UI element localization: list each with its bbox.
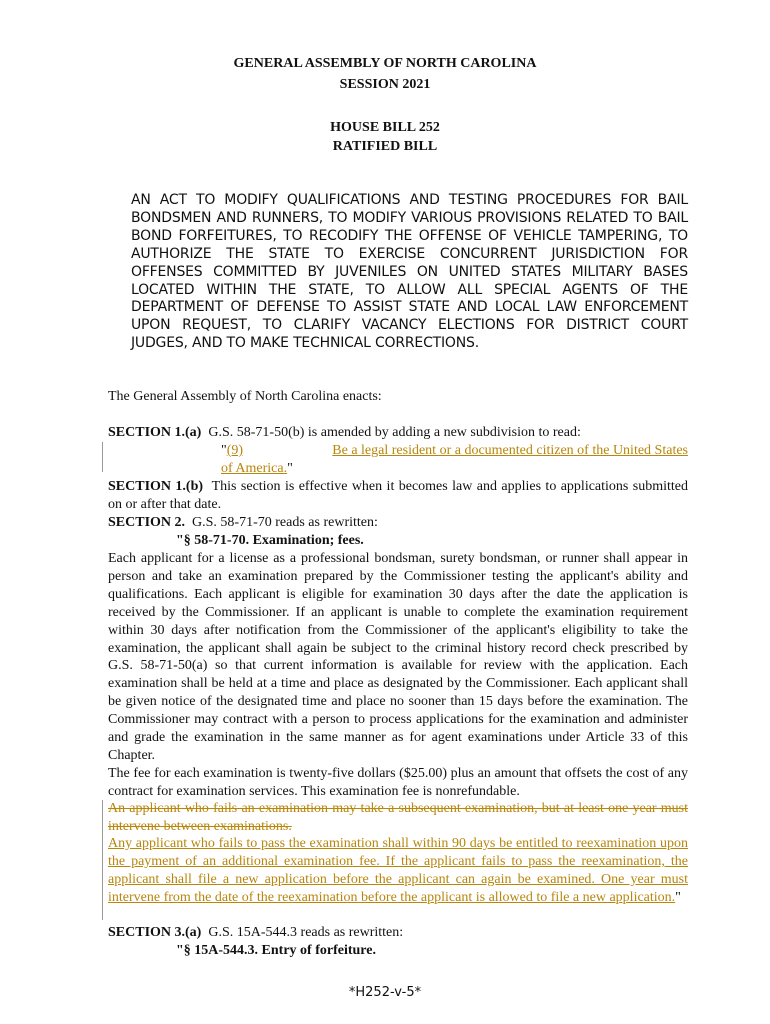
change-bar [102,442,103,472]
section-2-paragraph-2: The fee for each examination is twenty-five dollars ($25.00) plus an amount that offsets the cost of any contract for examination services. This examination fee is nonrefundable. [108,766,688,799]
section-1a [108,424,581,442]
section-2-paragraph-1: Each applicant for a license as a professional bondsman, surety bondsman, or runner shall appear in person and take an examination prepared by the Commissioner testing the applicant's ability and qualifications. Each applicant is eligible for examination 30 days after the date the application is received by the Commissioner. If an applicant is unable to complete the examination requirement within 30 days after notification from the Commissioner of the applicant's eligibility to take the examination, the applicant shall again be subject to the criminal history record check prescribed by G.S. 58-71-50(a) so that current information is available for review with the application. Each examination shall be held at a time and place as designated by the Commissioner. Each applicant shall be given notice of the designated time and place no sooner than 15 days before the examination. The Commissioner may contract with a person to process applications for the examination and administer and grade the examination in the same manner as for agent examinations under Article 33 of this Chapter. [108,551,688,763]
inserted-paragraph: Any applicant who fails to pass the examination shall within 90 days be entitled to reexamination upon the payment of an additional examination fee. If the applicant fails to pass the reexamination, the applicant shall file a new application before the applicant can again be examined. One year must intervene from the date of the reexamination before the applicant is allowed to file a new application." [108,836,688,905]
section-15a-544-3-heading: "§ 15A-544.3. Entry of forfeiture. [176,943,376,958]
session-title: SESSION 2021 [339,77,431,92]
bill-status: RATIFIED BILL [332,139,438,154]
section-1a-label: SECTION 1.(a) [108,425,202,440]
subdivision-9-line1: "(9) Be a legal resident or a documented citizen of the United States [221,443,688,458]
section-1b [108,478,688,514]
subdivision-9-line2: of America." [221,461,293,476]
bill-number: HOUSE BILL 252 [330,120,440,135]
change-bar [102,800,103,920]
subdivision-inserted-text-end: of America. [221,461,288,476]
assembly-title: GENERAL ASSEMBLY OF NORTH CAROLINA [233,56,537,71]
deleted-text: An applicant who fails an examination may take a subsequent examination, but at least one year must intervene between examinations. [108,801,688,834]
section-2-label: SECTION 2. [108,515,186,530]
subdivision-number: (9) [226,443,244,458]
section-3a-text: G.S. 15A-544.3 reads as rewritten: [208,925,404,940]
section-58-71-70-heading: "§ 58-71-70. Examination; fees. [176,533,364,548]
act-title: AN ACT TO MODIFY QUALIFICATIONS AND TESTING PROCEDURES FOR BAIL BONDSMEN AND RUNNERS, TO MODIFY VARIOUS PROVISIONS RELATED TO BAIL BOND FORFEITURES, TO RECODIFY THE OFFENSE OF VEHICLE TAMPERING, TO AUTHORIZE THE STATE TO EXERCISE CONCURRENT JURISDICTION FOR OFFENSES COMMITTED BY JUVENILES ON UNITED STATES MILITARY BASES LOCATED WITHIN THE STATE, TO ALLOW ALL SPECIAL AGENTS OF THE DEPARTMENT OF DEFENSE TO ASSIST STATE AND LOCAL LAW ENFORCEMENT UPON REQUEST, TO CLARIFY VACANCY ELECTIONS FOR DISTRICT COURT JUDGES, AND TO MAKE TECHNICAL CORRECTIONS. [131,192,688,352]
document-footer: *H252-v-5* [348,985,422,1000]
section-3a [108,924,403,942]
section-1a-text: G.S. 58-71-50(b) is amended by adding a new subdivision to read: [208,425,581,440]
enacting-clause: The General Assembly of North Carolina enacts: [108,389,382,404]
inserted-text: Any applicant who fails to pass the examination shall within 90 days be entitled to reexamination upon the payment of an additional examination fee. If the applicant fails to pass the reexamination, the applicant shall file a new application before the applicant can again be examined. One year must intervene from the date of the reexamination before the applicant is allowed to file a new application. [108,836,688,905]
section-1b-label: SECTION 1.(b) [108,479,204,494]
section-2 [108,514,378,532]
section-3a-label: SECTION 3.(a) [108,925,202,940]
subdivision-inserted-text: Be a legal resident or a documented citizen of the United States [332,443,688,458]
section-2-text: G.S. 58-71-70 reads as rewritten: [192,515,378,530]
section-1b-text: This section is effective when it becomes law and applies to applications submitted on or after that date. [108,479,688,512]
